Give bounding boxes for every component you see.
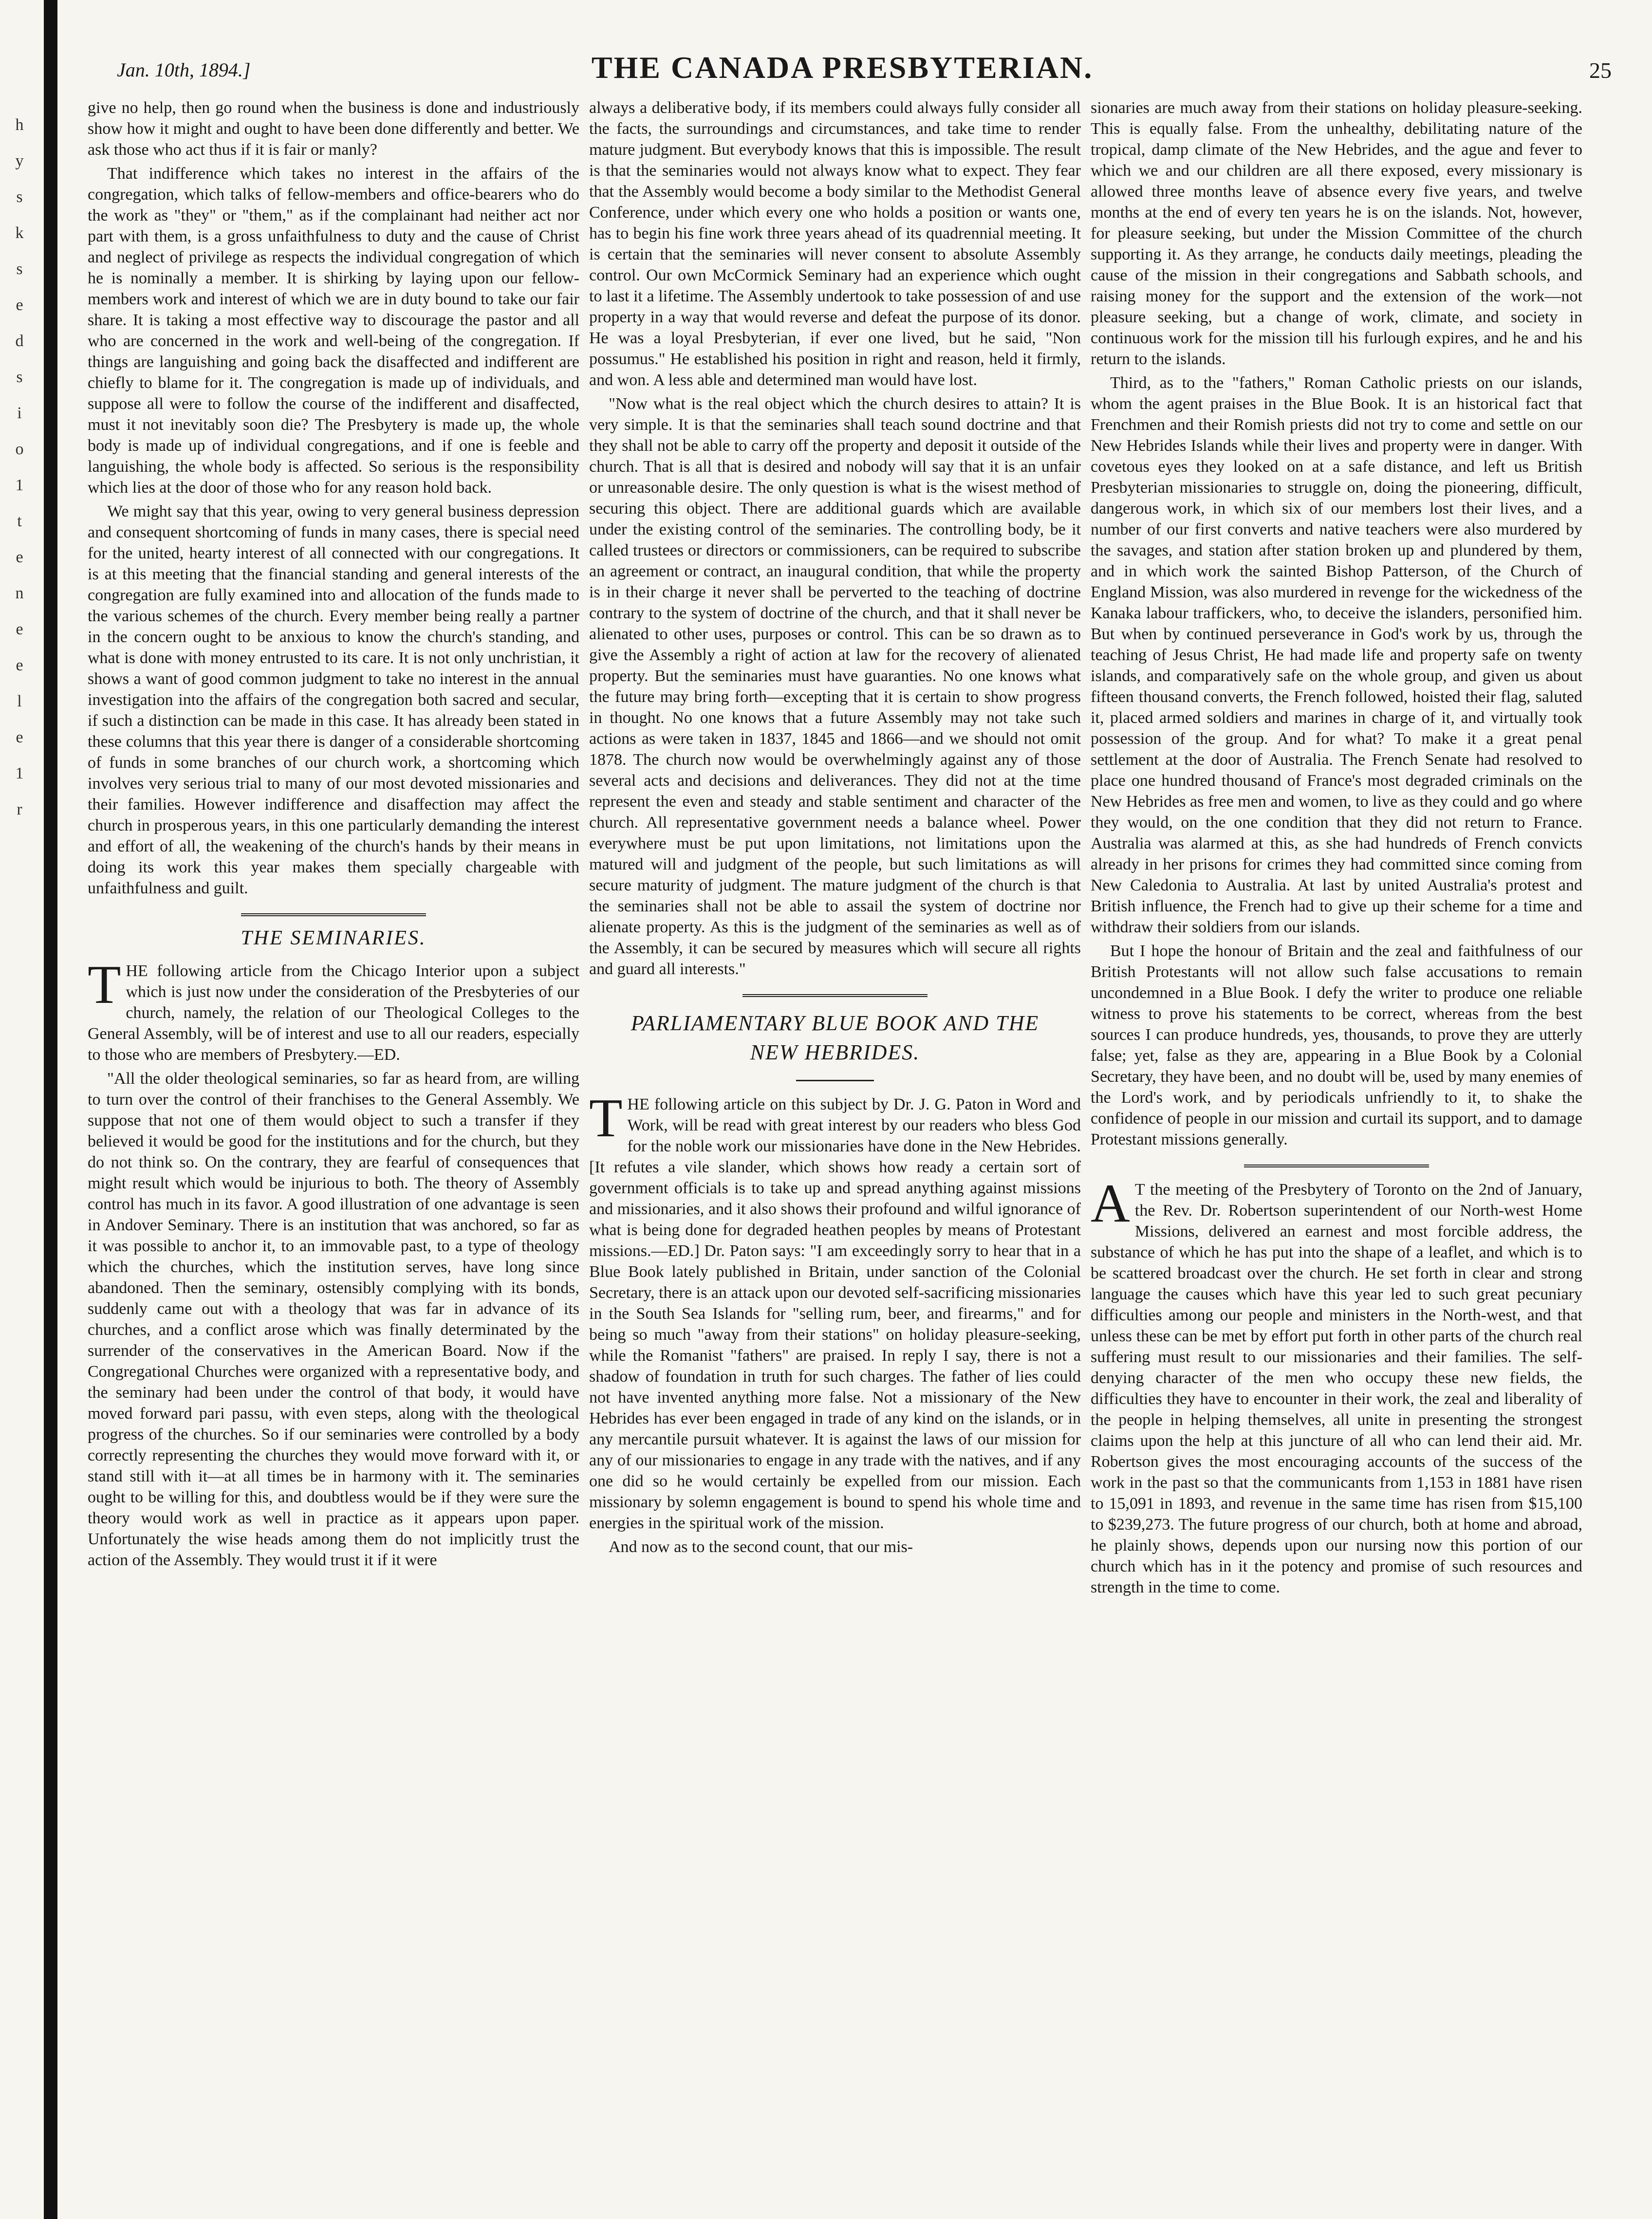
page-header [68,49,1616,97]
gutter-char: o [15,440,24,458]
drop-cap: A [1091,1173,1130,1234]
section-divider [742,994,928,997]
paragraph-text: HE following article from the Chicago Interior upon a subject which is just now under the consideration of the Presbyteries of our church, namely, the relation of our Theological Colleges to the General Assembly, will be of interest and use to all our readers, especially to those who are members of Presbytery.—ED. [88,962,579,1064]
gutter-char: t [17,512,22,530]
paragraph: sionaries are much away from their stations on holiday pleasure-seeking. This is equally false. From the unhealthy, debilitating nature of the tropical, damp climate of the New Hebrides, and the ague and fever to which we and our children are all there exposed, every missionary is allowed three months leave of absence every five years, and twelve months at the end of every ten years he is on the islands. Not, however, for pleasure seeking, but under the Mission Committee of the church supporting it. As they arrange, he conducts daily meetings, pleading the cause of the mission in their congregations and Sabbath schools, and raising money for the support and the extension of the work—not pleasure seeking, but a change of work, climate, and society in continuous work for the mission till his furlough expires, and he and his return to the islands. [1091,99,1582,368]
gutter-char: 1 [15,764,24,782]
gutter-char: i [17,404,22,422]
paragraph: "All the older theological seminaries, so far as heard from, are willing to turn over the control of their franchises to the General Assembly. We suppose that not one of them would object to such a transfer if they believed it would be good for the institutions and for the church, but they do not think so. On the contrary, they are fearful of consequences that might result which would be injurious to both. The theory of Assembly control has much in its favor. A good illustration of one advantage is seen in Andover Seminary. There is an institution that was anchored, so far as it was possible to anchor it, to an immovable past, to a type of theology which the churches, which the institution serves, have long since abandoned. Then the seminary, ostensibly complying with its bonds, suddenly came out with a theology that was far in advance of its churches, and a conflict arose which was finally determinated by the surrender of the conservatives in the American Board. Now if the Congregational Churches were organized with a representative body, and the seminary had been under the control of that body, it would have moved forward pari passu, with even steps, along with the theological progress of the churches. So if our seminaries were controlled by a body correctly representing the churches they would move forward with it, or stand still with it—at all times be in harmony with it. The seminaries ought to be willing for this, and doubtless would be if they were sure the theory would work as well in practice as it appears upon paper. Unfortunately the wise heads among them do not implicitly trust the action of the Assembly. They would trust it if it were [88,1070,579,1569]
paragraph-text: T the meeting of the Presbytery of Toronto on the 2nd of January, the Rev. Dr. Robertson superintendent of our North-west Home Missions, delivered an earnest and most forcible address, the substance of which he has put into the shape of a leaflet, and which is to be scattered broadcast over the church. He set forth in clear and strong language the causes which have this year led to such great pecuniary difficulties among our people and ministers in the North-west, and that unless these can be met by effort put forth in other parts of the church real suffering must result to our missionaries and their families. The self-denying character of the men who occupy these new fields, the difficulties they have to encounter in their work, the zeal and liberality of the people in helping themselves, all unite in presenting the strongest claims upon the help at this juncture of all who can lend their aid. Mr. Robertson gives the most encouraging accounts of the success of the work in the past so that the communicants from 1,153 in 1881 have risen to 15,091 in 1893, and revenue in the same time has risen from $15,100 to $239,273. The future progress of our church, both at home and abroad, he plainly shows, depends upon our nursing now this portion of our church which has in it the potency and promise of such resources and strength in the time to come. [1091,1181,1582,1596]
paragraph: always a deliberative body, if its members could always fully consider all the facts, the surroundings and circumstances, and take time to render mature judgment. But everybody knows that this is impossible. The result is that the seminaries would not always know what to expect. They fear that the Assembly would become a body similar to the Methodist General Conference, under which every one who holds a position or wants one, has to begin his fine work three years ahead of its quadrennial meeting. It is certain that the seminaries will never consent to absolute Assembly control. Our own McCormick Seminary had an experience which ought to last it a lifetime. The Assembly undertook to take possession of and use property in a way that would reverse and defeat the purpose of its donor. He was a loyal Presbyterian, if ever one lived, but he said, "Non possumus." He established his position in right and reason, held it firmly, and won. A less able and determined man would have lost. [589,99,1081,389]
gutter-char: h [15,116,24,134]
gutter-char: e [16,548,23,566]
drop-cap: T [589,1088,623,1148]
gutter-char: l [17,692,22,710]
gutter-char: n [15,584,24,602]
gutter-char: k [15,224,24,242]
section-divider [241,913,426,916]
column-3 [1091,97,1582,2205]
section-title-blue-book: PARLIAMENTARY BLUE BOOK AND THE NEW HEBRIDES. [631,1011,1039,1064]
drop-cap: T [88,955,121,1015]
article-intro [1091,1173,1582,1598]
gutter-char: y [15,152,24,170]
gutter-char: e [16,656,23,674]
gutter-char: 1 [15,476,24,494]
column-1 [88,97,579,2205]
gutter-char: e [16,728,23,746]
section-title-seminaries: THE SEMINARIES. [241,927,427,949]
masthead-title: THE CANADA PRESBYTERIAN. [591,50,1094,85]
gutter-char: r [17,800,22,818]
paragraph: That indifference which takes no interest in the affairs of the congregation, which talks of fellow-members and office-bearers who do the work as "they" or "them," as if the complainant had neither act nor part with them, is a gross unfaithfulness to duty and the cause of Christ and neglect of privilege as respects the individual congregation of which he is nominally a member. It is shirking by laying upon our fellow-members work and interest of which we are in duty bound to take our fair share. It is taking a most effective way to discourage the pastor and all who are concerned in the work and well-being of the congregation. If things are languishing and going back the disaffected and indifferent are chiefly to blame for it. The congregation is made up of individuals, and suppose all were to follow the course of the indifferent and disaffected, must it not inevitably soon die? The Presbytery is made up, the whole body is made up of individual congregations, and if one is feeble and languishing, the whole body is affected. So serious is the responsibility which lies at the door of those who for any reason hold back. [88,165,579,497]
paragraph: "Now what is the real object which the church desires to attain? It is very simple. It is that the seminaries shall teach sound doctrine and that they shall not be able to carry off the property and deposit it outside of the church. That is all that is desired and nobody will say that it is an unfair or unreasonable desire. The only question is what is the wisest method of securing this object. There are additional guards which are available under the existing control of the seminaries. The controlling body, be it called trustees or directors or commissioners, can be required to subscribe an agreement or contract, an inaugural condition, that while the property is in their charge it never shall be perverted to the teaching of doctrine contrary to the system of doctrine of the church, and that it shall never be alienated to other uses, purposes or control. This can be so drawn as to give the Assembly a right of action at law for the recovery of alienated property. But the seminaries must have guaranties. No one knows what the future may bring forth—excepting that it is certain to show progress in thought. No one knows that a future Assembly may not take such actions as were taken in 1837, 1845 and 1866—and we should not omit 1878. The church now would be overwhelmingly against any of those several acts and decisions and deliverances. They did not at the time represent the even and steady and stable sentiment and character of the church. All representative government needs a balance wheel. Power everywhere must be put upon limitations, not limitations upon the matured will and judgment of the people, but such limitations as will secure maturity of judgment. The mature judgment of the church is that the seminaries shall not be able to assail the system of doctrine nor alienate property. As this is the judgment of the seminaries as well as of the Assembly, it can be secured by measures which will secure all rights and guard all interests." [589,395,1081,978]
short-divider [796,1080,874,1081]
column-2 [589,97,1081,2205]
gutter-fragments [0,107,39,828]
gutter-char: e [16,620,23,638]
gutter-char: e [16,296,23,314]
gutter-char: d [15,332,24,350]
paragraph: But I hope the honour of Britain and the zeal and faithfulness of our British Protestants will not allow such false accusations to remain uncondemned in a Blue Book. I defy the writer to produce one reliable witness to prove his statements to be correct, whereas from the best sources I can produce hundreds, yes, thousands, to prove they are utterly false; yet, false as they are, appearing in a Blue Book by a Colonial Secretary, they have been, and no doubt will be, used by many enemies of the Lord's work, and by periodicals unfriendly to it, to shake the confidence of people in our mission and curtail its support, and to damage Protestant missions generally. [1091,942,1582,1148]
paragraph: Third, as to the "fathers," Roman Catholic priests on our islands, whom the agent praises in the Blue Book. It is an historical fact that Frenchmen and their Romish priests did not try to come and settle on our New Hebrides Islands while their lives and property were in danger. With covetous eyes they looked on at a safe distance, and left us British Presbyterian missionaries to struggle on, doing the pioneering, difficult, dangerous work, in which six of our members lost their lives, and a number of our first converts and native teachers were also murdered by the savages, and station after station broken up and plundered by them, and in which work the sainted Bishop Patterson, of the Church of England Mission, was also murdered in revenge for the wickedness of the Kanaka labour traffickers, who, to deceive the islanders, personified him. But when by continued perseverance in God's work by us, through the teaching of Jesus Christ, He had made life and property safe on twenty islands, and comparatively safe on the whole group, and given us about fifteen thousand converts, the French followed, hoisted their flag, saluted it, placed armed soldiers and marines in charge of it, and virtually took possession of the group. And for what? To make it a great penal settlement at the door of Australia. The French Senate had resolved to place one hundred thousand of France's most degraded criminals on the New Hebrides as free men and women, to live as they could and go where they would, on the one condition that they did not return to France. Australia was alarmed at this, as she had hundreds of French convicts already in her prisons for crimes they had committed since coming from New Caledonia to Australia. At last by united Australia's protest and British influence, the French had to give up their scheme for a time and withdraw their soldiers from our islands. [1091,374,1582,936]
article-intro [88,955,579,1065]
gutter-char: s [16,260,23,278]
paragraph-text: HE following article on this subject by Dr. J. G. Paton in Word and Work, will be read with great interest by our readers who bless God for the noble work our missionaries have done in the New Hebrides. [It refutes a vile slander, which shows how ready a certain sort of government officials is to take up and spread anything against missions and missionaries, and it also shows their profound and wilful ignorance of what is being done for degraded heathen peoples by means of Protestant missions.—ED.] Dr. Paton says: "I am exceedingly sorry to hear that in a Blue Book lately published in Britain, under sanction of the Colonial Secretary, there is an attack upon our devoted self-sacrificing missionaries in the South Sea Islands for "selling rum, beer, and firearms," and for being so much "away from their stations" on holiday pleasure-seeking, while the Romanist "fathers" are praised. In reply I say, there is not a shadow of foundation in truth for such charges. The father of lies could not have invented anything more false. Not a missionary of the New Hebrides has ever been engaged in trade of any kind on the islands, or in any mercantile pursuit whatever. It is against the laws of our mission for any of our missionaries to engage in any trade with the natives, and if any one did so he would certainly be expelled from our mission. Each missionary by solemn engagement is bound to spend his whole time and energies in the spiritual work of the mission. [589,1095,1081,1532]
article-intro [589,1088,1081,1534]
issue-date: Jan. 10th, 1894.] [117,59,251,81]
binding-edge [44,0,57,2219]
page-number: 25 [1589,58,1612,83]
section-divider [1244,1165,1429,1167]
paragraph: give no help, then go round when the business is done and industriously show how it might and ought to have been done differently and better. We ask those who act thus if it is fair or manly? [88,99,579,159]
gutter-char: s [16,368,23,386]
gutter-char: s [16,188,23,206]
paragraph: And now as to the second count, that our mis- [609,1538,913,1556]
paragraph: We might say that this year, owing to very general business depression and consequent shortcoming of funds in many cases, there is special need for the united, hearty interest of all connected with our congregations. It is at this meeting that the financial standing and general interests of the congregation are fully examined into and allocation of the funds made to the various schemes of the church. Every member being really a partner in the concern ought to be anxious to know the church's standing, and what is done with money entrusted to its care. It is not only unchristian, it shows a want of good common judgment to take no interest in the annual investigation into the affairs of the congregation both sacred and secular, if such a distinction can be made in this case. It has already been stated in these columns that this year there is danger of a considerable shortcoming of funds in some branches of our church work, a shortcoming which involves very serious trial to many of our most devoted missionaries and their families. However indifference and disaffection may affect the church in prosperous years, in this one particularly demanding the interest and effort of all, the weakening of the church's hands by their means in doing its work this year makes them specially chargeable with unfaithfulness and guilt. [88,502,579,897]
